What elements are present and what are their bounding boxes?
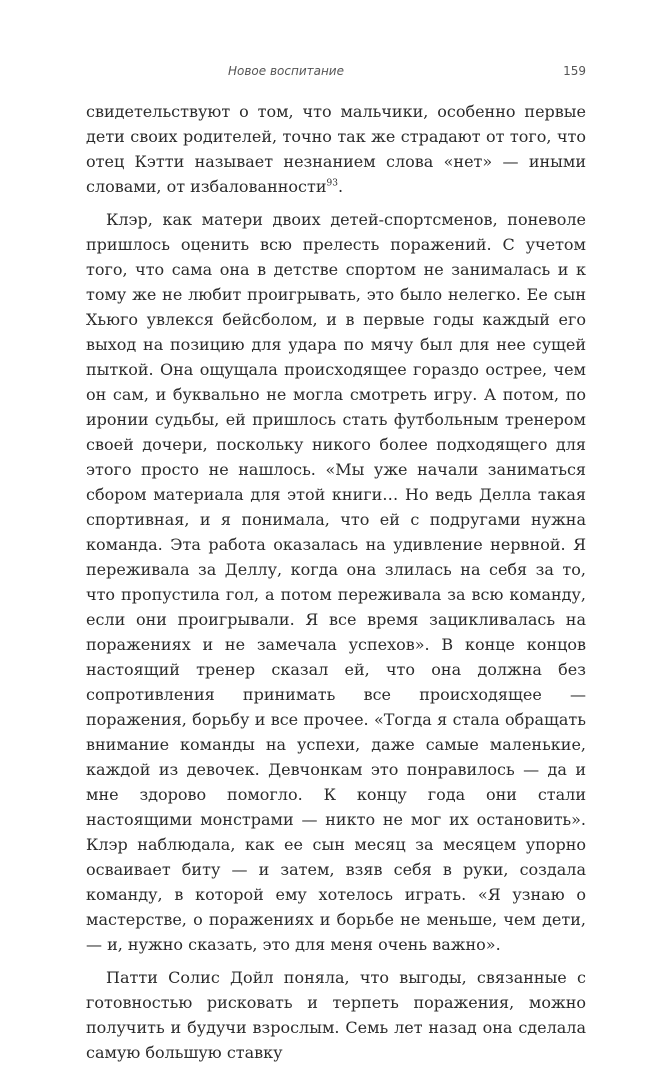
paragraph-3: Патти Солис Дойл поняла, что выгоды, связанные с готовностью рисковать и терпеть поражения, можно получить и будучи взрослым. Семь лет назад она сделала самую большую ставку bbox=[86, 968, 586, 1062]
footnote-marker[interactable]: 93 bbox=[326, 178, 338, 189]
paragraph-2: Клэр, как матери двоих детей-спортсменов, поневоле пришлось оценить всю прелесть поражений. С учетом того, что сама она в детстве спортом не занималась и к тому же не любит проигрывать, это было нелегко. Ее сын Хьюго увлекся бейсболом, и в первые годы каждый его выход на позицию для удара по мячу был для нее сущей пыткой. Она ощущала происходящее гораздо острее, чем он сам, и буквально не могла смотреть игру. А потом, по иронии судьбы, ей пришлось стать футбольным тренером своей дочери, поскольку никого более подходящего для этого просто не нашлось. «Мы уже начали заниматься сбором материала для этой книги… Но ведь Делла такая спортивная, и я понимала, что ей с подругами нужна команда. Эта работа оказалась на удивление нервной. Я переживала за Деллу, когда она злилась на себя за то, что пропустила гол, а потом переживала за всю команду, если они проигрывали. Я все время зацикливалась на поражениях и не замечала успехов». В конце концов настоящий тренер сказал ей, что она должна без сопротивления принимать все происходящее — поражения, борьбу и все прочее. «Тогда я стала обращать внимание команды на успехи, даже самые маленькие, каждой из девочек. Девчонкам это понравилось — да и мне здорово помогло. К концу года они стали настоящими монстрами — никто не мог их остановить». Клэр наблюдала, как ее сын месяц за месяцем упорно осваивает биту — и затем, взяв себя в руки, создала команду, в которой ему хотелось играть. «Я узнаю о мастерстве, о поражениях и борьбе не меньше, чем дети, — и, нужно сказать, это для меня очень важно». bbox=[86, 210, 586, 954]
paragraph-1-period: . bbox=[337, 177, 344, 196]
running-header bbox=[86, 64, 586, 84]
paragraph-1-text: свидетельствуют о том, что мальчики, особенно первые дети своих родителей, точно так же страдают от того, что отец Кэтти называет незнанием слова «нет» — иными словами, от избалованности bbox=[86, 102, 586, 196]
page-number: 159 bbox=[563, 64, 586, 78]
chapter-title: Новое воспитание bbox=[227, 64, 344, 78]
body-text bbox=[86, 99, 586, 1065]
paragraph-1 bbox=[86, 99, 586, 199]
